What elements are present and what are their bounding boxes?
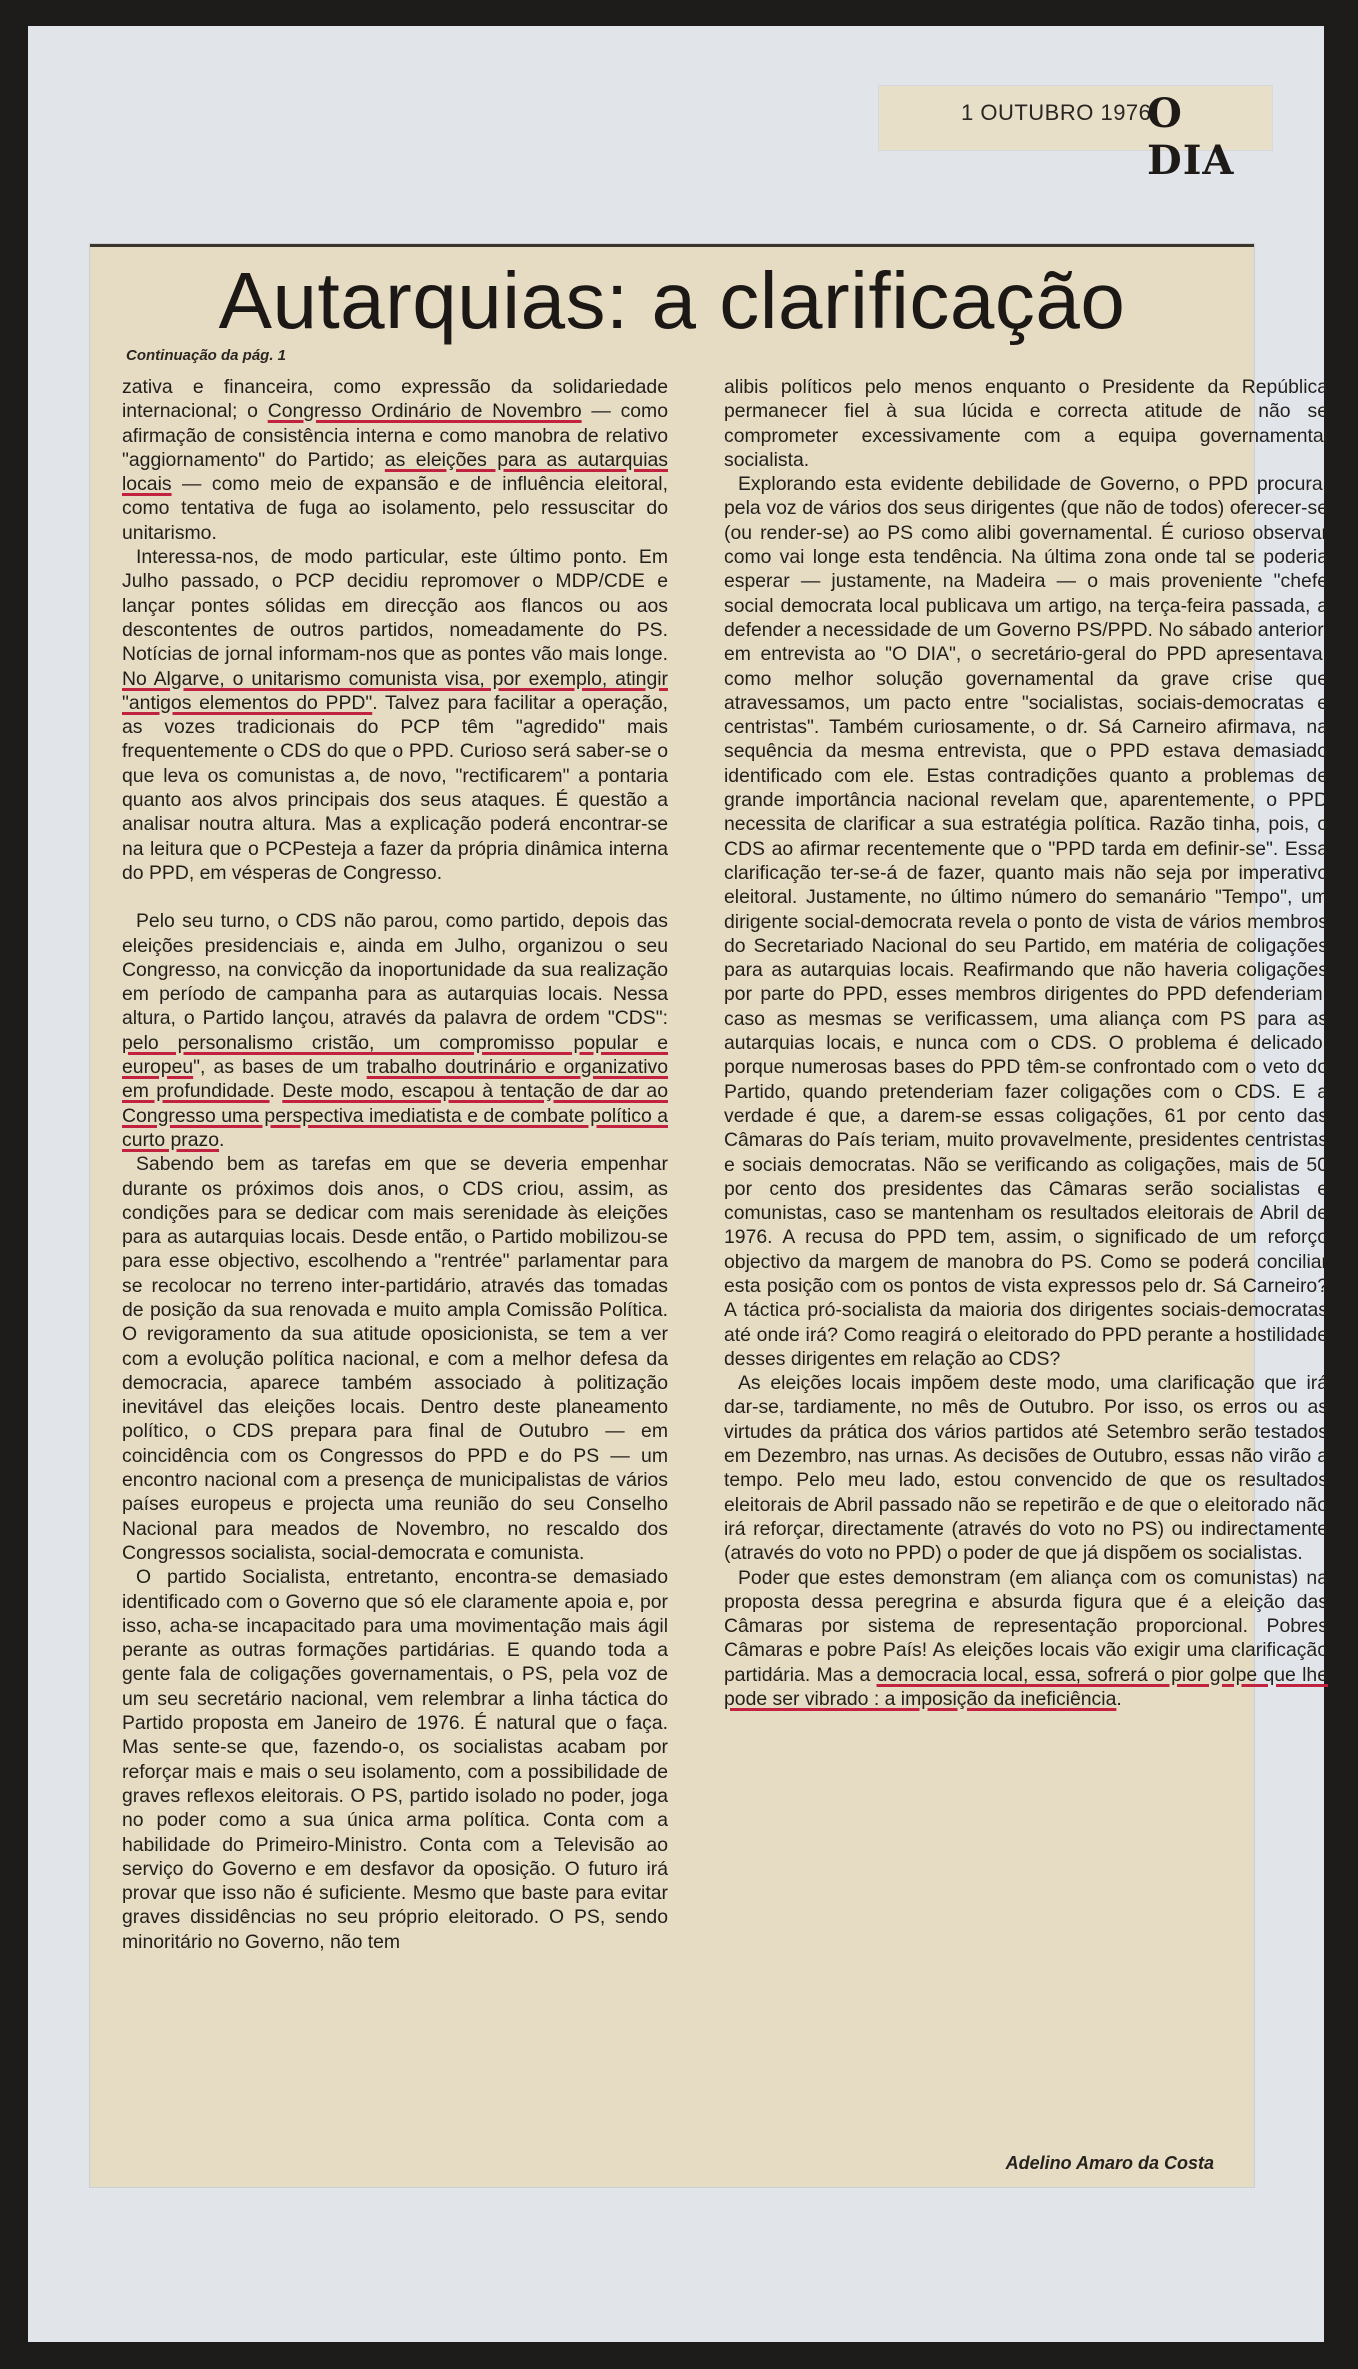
paragraph: Poder que estes demonstram (em aliança com os comunistas) na proposta dessa peregrina e absurda figura que é a eleição das Câmaras por sistema de representação proporcional. Pobres Câmaras e pobre País! As eleições locais vão exigir uma clarificação partidária. Mas a democracia local, essa, sofrerá o pior golpe que lhe pode ser vibrado : a imposição da ineficiência. [724,1566,1328,1711]
continuation-note: Continuação da pág. 1 [126,347,287,364]
dateline-strip [879,86,1272,184]
underlined-passage: pelo personalismo cristão, um compromisso popular e europeu [122,1031,668,1079]
paragraph: As eleições locais impõem deste modo, uma clarificação que irá dar-se, tardiamente, no mês de Outubro. Por isso, os erros ou as virtudes da prática dos vários partidos até Setembro serão testados em Dezembro, nas urnas. As decisões de Outubro, essas não virão a tempo. Pelo meu lado, estou convencido de que os resultados eleitorais de Abril passado não se repetirão e de que o eleitorado não irá reforçar, directamente (através do voto no PS) ou indirectamente (através do voto no PPD) o poder de que já dispõem os socialistas. [724,1372,1328,1565]
article-byline: Adelino Amaro da Costa [1005,2153,1214,2173]
article-headline: Autarquias: a clarificação [218,256,1126,345]
paragraph: Explorando esta evidente debilidade de Governo, o PPD procura, pela voz de vários dos seus dirigentes (que não de todos) oferecer-se (ou render-se) ao PS como alibi governamental. É curioso observar como vai longe esta tendência. Na última zona onde tal se poderia esperar — justamente, na Madeira — o mais proveniente "chefe social democrata local publicava um artigo, na terça-feira passada, a defender a necessidade de um Governo PS/PPD. No sábado anterior, em entrevista ao "O DIA", o secretário-geral do PPD apresentava, como melhor solução governamental da grave crise que atravessamos, um pacto entre "socialistas, sociais-democratas e centristas". Também curiosamente, o dr. Sá Carneiro afirmava, na sequência da mesma entrevista, que o PPD estava demasiado identificado com ele. Estas contradições quanto a problemas de grande importância nacional revelam que, aparentemente, o PPD necessita de clarificar a sua estratégia política. Razão tinha, pois, o CDS ao afirmar recentemente que o "PPD tarda em definir-se". Essa clarificação ter-se-á de fazer, quanto mais não seja por imperativo eleitoral. Justamente, no último número do semanário "Tempo", um dirigente social-democrata revela o ponto de vista de vários membros do Secretariado Nacional do seu Partido, em matéria de coligações para as autarquias locais. Reafirmando que não haveria coligações por parte do PPD, esses membros dirigentes do PPD defenderiam, caso as mesmas se verificassem, uma aliança com PS para as autarquias locais, e nunca com o CDS. O problema é delicado, porque numerosas bases do PPD têm-se confrontado com o veto do Partido, quando pretenderiam fazer coligações com o CDS. E a verdade é que, a darem-se essas coligações, 61 por cento das Câmaras do País teriam, muito provavelmente, presidentes centristas e sociais democratas. Não se verificando as coligações, mais de 50 por cento dos presidentes das Câmaras serão socialistas e comunistas, caso se mantenham os resultados eleitorais de Abril de 1976. A recusa do PPD tem, assim, o significado de um reforço objectivo da margem de manobra do PS. Como se poderá conciliar esta posição com os pontos de vista expressos pelo dr. Sá Carneiro? A táctica pró-socialista da maioria dos dirigentes sociais-democratas até onde irá? Como reagirá o eleitorado do PPD perante a hostilidade desses dirigentes em relação ao CDS? [724,473,1328,1370]
underlined-passage: democracia local, essa, sofrerá o pior golpe que lhe pode ser vibrado : a imposição da ineficiência [724,1663,1328,1711]
underlined-passage: Congresso Ordinário de Novembro [267,400,582,423]
underlined-passage: Deste modo, escapou à tentação de dar ao Congresso uma perspectiva imediatista e de combate político a curto prazo [122,1080,668,1151]
article-clipping [90,244,1328,2187]
paragraph: zativa e financeira, como expressão da solidariedade internacional; o Congresso Ordinário de Novembro — como afirmação de consistência interna e como manobra de relativo "aggiornamento" do Partido; as eleições para as autarquias locais — como meio de expansão e de influência eleitoral, como tentativa de fuga ao isolamento, pelo ressuscitar do unitarismo. [122,376,668,544]
newspaper-name: O DIA [1147,90,1235,184]
right-column [724,375,1328,1711]
underlined-passage: as eleições para as autarquias locais [122,448,668,496]
paragraph: Sabendo bem as tarefas em que se deveria empenhar durante os próximos dois anos, o CDS criou, assim, as condições para se dedicar com mais serenidade às eleições para as autarquias locais. Desde então, o Partido mobilizou-se para esse objectivo, escolhendo a "rentrée" parlamentar para se recolocar no terreno inter-partidário, através das tomadas de posição da sua renovada e muito ampla Comissão Política. O revigoramento da sua atitude oposicionista, se tem a ver com a evolução política nacional, e com a melhor defesa da democracia, aparece também associado à politização inevitável das eleições locais. Dentro deste planeamento político, o CDS prepara para final de Outubro — em coincidência com os Congressos do PPD e do PS — um encontro nacional com a presença de municipalistas de vários países europeus e projecta uma reunião do seu Conselho Nacional para meados de Novembro, no rescaldo dos Congressos socialista, social-democrata e comunista. [122,1153,668,1564]
paragraph: Interessa-nos, de modo particular, este último ponto. Em Julho passado, o PCP decidiu repromover o MDP/CDE e lançar pontes sólidas em direcção aos flancos ou aos descontentes de outros partidos, nomeadamente do PS. Notícias de jornal informam-nos que as pontes vão mais longe. No Algarve, o unitarismo comunista visa, por exemplo, atingir "antigos elementos do PPD". Talvez para facilitar a operação, as vozes tradicionais do PCP têm "agredido" mais frequentemente o CDS do que o PPD. Curioso será saber-se o que leva os comunistas a, de novo, "rectificarem" a pontaria quanto aos alvos principais dos seus ataques. É questão a analisar noutra altura. Mas a explicação poderá encontrar-se na leitura que o PCPesteja a fazer da própria dinâmica interna do PPD, em vésperas de Congresso. [122,546,668,884]
underlined-passage: No Algarve, o unitarismo comunista visa, por exemplo, atingir "antigos elementos do PPD" [122,667,668,714]
paragraph: Pelo seu turno, o CDS não parou, como partido, depois das eleições presidenciais e, ainda em Julho, organizou o seu Congresso, na convicção da inoportunidade da sua realização em período de campanha para as autarquias locais. Nessa altura, o Partido lançou, através da palavra de ordem "CDS": pelo personalismo cristão, um compromisso popular e europeu", as bases de um trabalho doutrinário e organizativo em profundidade. Deste modo, escapou à tentação de dar ao Congresso uma perspectiva imediatista e de combate político a curto prazo. [122,910,669,1151]
paragraph: O partido Socialista, entretanto, encontra-se demasiado identificado com o Governo que só ele claramente apoia e, por isso, acha-se incapacitado para uma movimentação mais ágil perante as outras formações partidárias. E quando toda a gente fala de coligações governamentais, o PS, pela voz de um seu secretário nacional, vem relembrar a linha táctica do Partido proposta em Janeiro de 1976. É natural que o faça. Mas sente-se que, fazendo-o, os socialistas acabam por reforçar mais e mais o seu isolamento, com a possibilidade de graves reflexos eleitorais. O PS, partido isolado no poder, joga no poder como a sua única arma política. Conta com a habilidade do Primeiro-Ministro. Conta com a Televisão ao serviço do Governo e em desfavor da oposição. O futuro irá provar que isso não é suficiente. Mesmo que baste para evitar graves dissidências no seu próprio eleitorado. O PS, sendo minoritário no Governo, não tem [122,1566,668,1953]
left-column [122,375,668,1954]
publication-date: 1 OUTUBRO 1976 [961,100,1152,125]
underlined-passage: trabalho doutrinário e organizativo em profundidade [122,1056,669,1103]
paragraph: alibis políticos pelo menos enquanto o Presidente da República permanecer fiel à sua lúcida e correcta atitude de não se comprometer excessivamente com a equipa governamental socialista. [724,376,1328,471]
